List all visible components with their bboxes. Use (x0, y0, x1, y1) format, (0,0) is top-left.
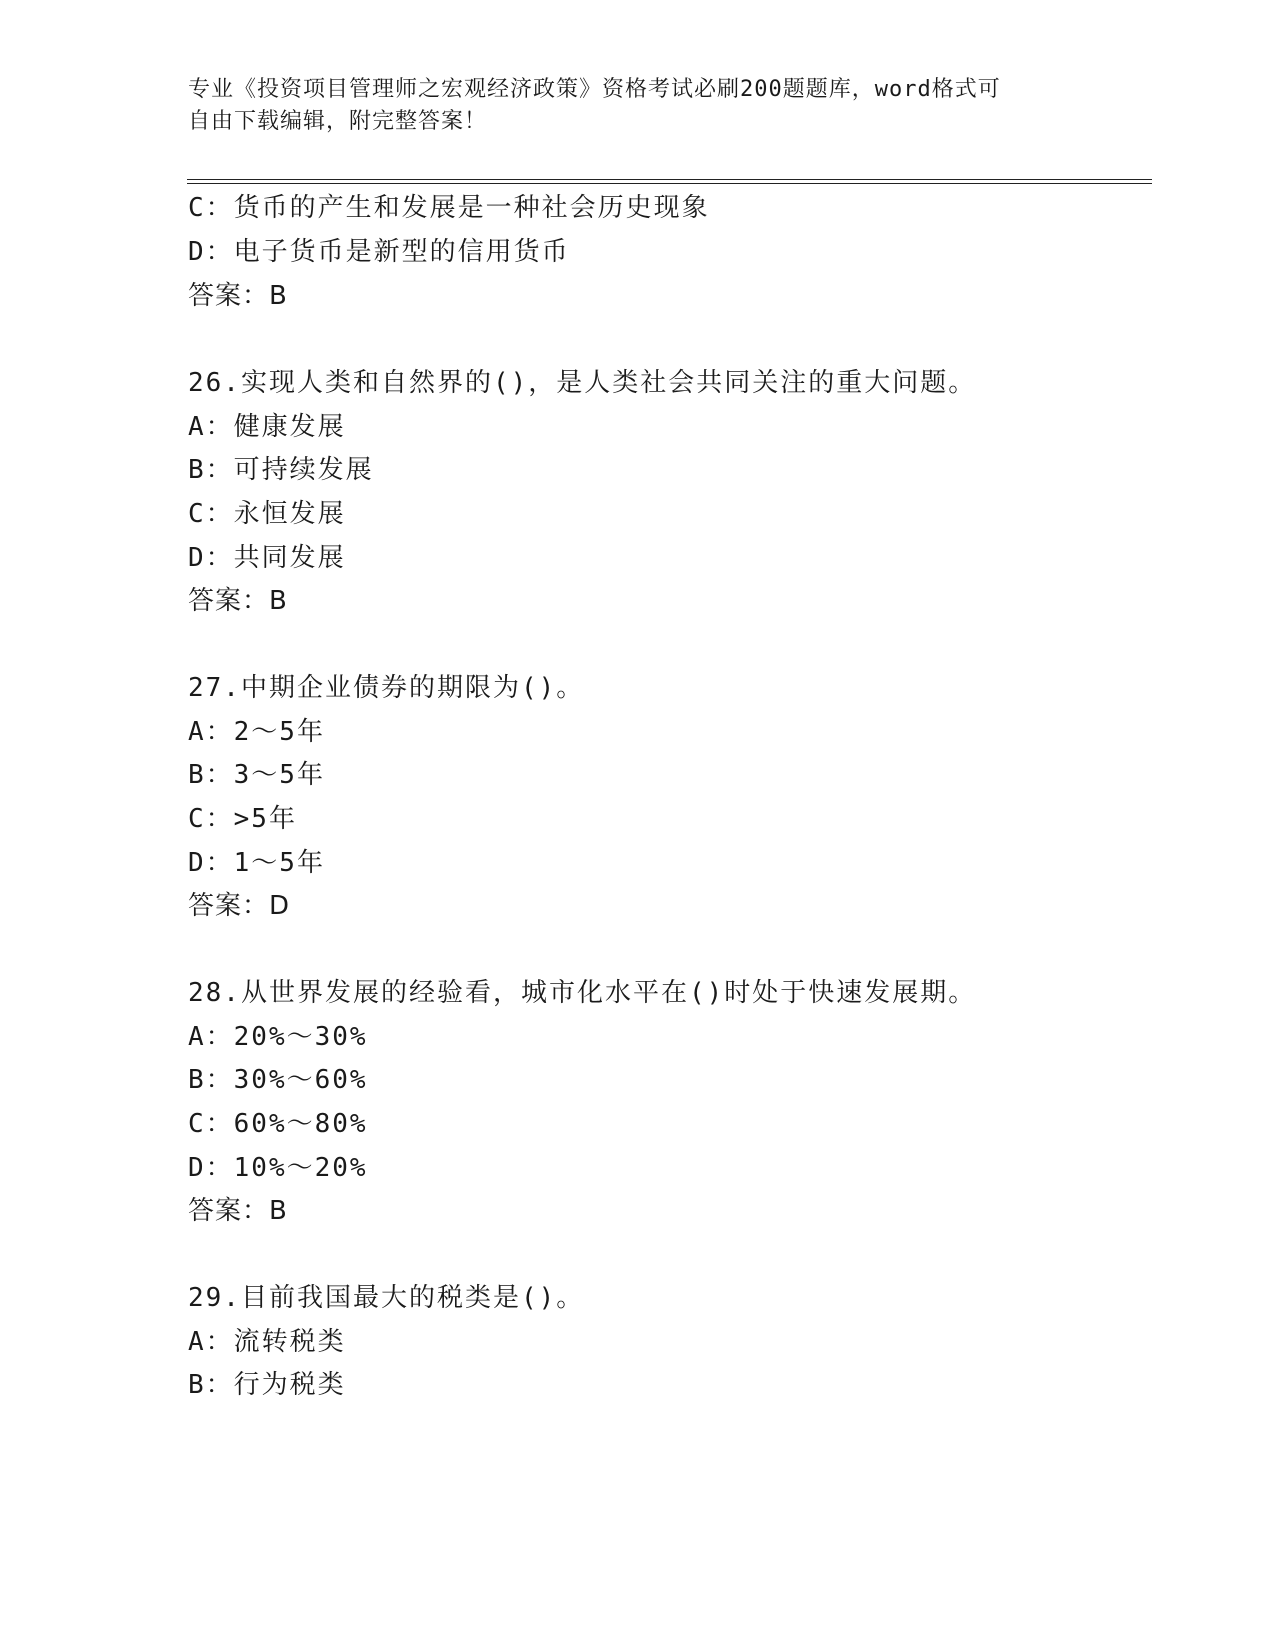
header-line-2: 自由下载编辑，附完整答案！ (188, 109, 488, 134)
question-29-option-a: A：流转税类 (188, 1327, 346, 1357)
question-27-option-a: A：2～5年 (188, 717, 325, 747)
question-29-stem: 29.目前我国最大的税类是()。 (188, 1283, 585, 1313)
question-28-option-b: B：30%～60% (188, 1065, 368, 1095)
question-27-option-d: D：1～5年 (188, 848, 325, 878)
question-27-answer: 答案：D (188, 891, 291, 921)
question-27-option-b: B：3～5年 (188, 760, 325, 790)
header-line-1: 专业《投资项目管理师之宏观经济政策》资格考试必刷200题题库，word格式可 (188, 77, 1001, 102)
question-26-option-a: A：健康发展 (188, 412, 346, 442)
question-29-option-b: B：行为税类 (188, 1370, 346, 1400)
prev-answer: 答案：B (188, 281, 288, 311)
prev-option-c: C：货币的产生和发展是一种社会历史现象 (188, 193, 710, 223)
question-26-option-d: D：共同发展 (188, 543, 346, 573)
question-28-option-d: D：10%～20% (188, 1153, 368, 1183)
question-28-stem: 28.从世界发展的经验看，城市化水平在()时处于快速发展期。 (188, 978, 977, 1008)
question-26-option-c: C：永恒发展 (188, 499, 346, 529)
question-26-stem: 26.实现人类和自然界的()，是人类社会共同关注的重大问题。 (188, 368, 977, 398)
question-28-option-a: A：20%～30% (188, 1022, 368, 1052)
document-header (188, 74, 1088, 138)
question-27-option-c: C：>5年 (188, 804, 297, 834)
header-rule-top (187, 179, 1152, 180)
question-26-answer: 答案：B (188, 586, 288, 616)
question-26-option-b: B：可持续发展 (188, 455, 374, 485)
prev-option-d: D：电子货币是新型的信用货币 (188, 237, 570, 267)
question-28-answer: 答案：B (188, 1196, 288, 1226)
question-27-stem: 27.中期企业债券的期限为()。 (188, 673, 585, 703)
question-28-option-c: C：60%～80% (188, 1109, 368, 1139)
header-rule-bottom (187, 183, 1152, 184)
